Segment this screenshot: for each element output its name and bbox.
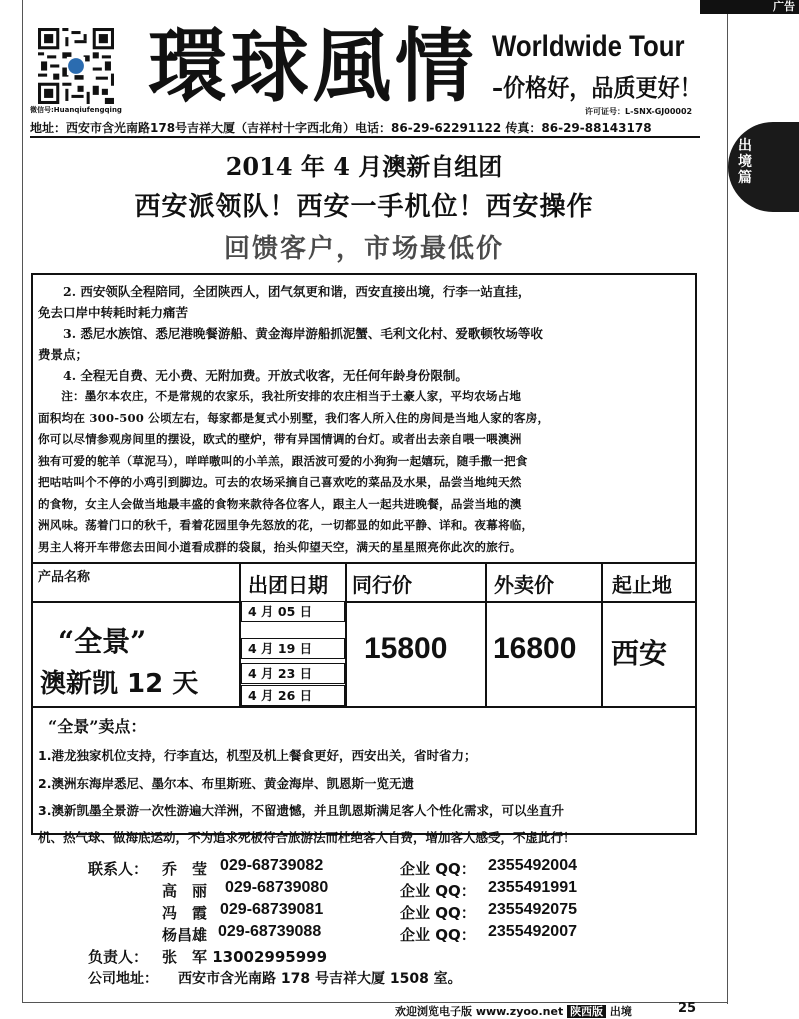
product-name-line1: “全景” — [58, 625, 147, 658]
ad-tag: 广告 — [700, 0, 799, 14]
feature-item: 3.澳新凯墨全景游一次性游遍大洋洲，不留遗憾，并且凯恩斯满足客人个性化需求，可以坐直升 — [38, 803, 564, 818]
retail-price-value: 16800 — [493, 632, 577, 665]
note-line: 费景点； — [38, 347, 89, 362]
manager-label: 负责人： — [88, 948, 149, 966]
header-divider — [30, 136, 700, 138]
features-title: “全景”卖点： — [48, 717, 147, 736]
col-divider — [601, 562, 603, 708]
contact-label: 联系人： — [88, 860, 149, 878]
departure-date: 4 月 26 日 — [241, 685, 345, 706]
company-address: 西安市含光南路 178 号吉祥大厦 1508 室。 — [178, 971, 462, 987]
contact-qq: 2355492075 — [488, 901, 577, 918]
note-line: 独有可爱的鸵羊（草泥马），咩咩嗷叫的小羊羔，跟活波可爱的小狗狗一起嬉玩，随手撒一把食 — [38, 453, 528, 468]
footer-welcome: 欢迎浏览电子版 www.zyoo.net — [395, 1005, 564, 1018]
headline-subtitle: 西安派领队！西安一手机位！西安操作 — [134, 192, 594, 222]
brand-name-en: Worldwide Tour — [492, 30, 685, 63]
product-name-line2: 澳新凯 12 天 — [40, 669, 199, 699]
contact-name: 乔 莹 — [162, 860, 208, 878]
contact-phone: 029-68739080 — [225, 879, 329, 896]
brand-name-cn: 環球風情 — [148, 20, 478, 113]
header-peer-price: 同行价 — [352, 573, 412, 597]
header-retail-price: 外卖价 — [494, 573, 554, 597]
note-line: 的食物，女主人会做当地最丰盛的食物来款待各位客人，跟主人一起共进晚餐，品尝当地的澳 — [38, 496, 522, 511]
contact-qq: 2355491991 — [488, 879, 577, 896]
slogan: –价格好，品质更好！ — [492, 74, 702, 102]
contact-name: 高 丽 — [162, 882, 208, 900]
note-line: 把咕咕叫个不停的小鸡引到脚边。可去的农场采摘自己喜欢吃的菜品及水果，品尝当地纯天然 — [38, 475, 522, 489]
license-number: 许可证号：L-SNX-GJ00002 — [585, 107, 693, 116]
qq-label: 企业 QQ： — [400, 904, 476, 922]
note-line: 面积均在 300-500 公顷左右，每家都是复式小别墅，我们客人所入住的房间是当地人家的客房， — [38, 410, 550, 425]
note-line: 男主人将开车带您去田间小道看成群的袋鼠，抬头仰望天空，满天的星星照亮你此次的旅行。 — [38, 539, 522, 554]
header-address: 地址：西安市含光南路178号吉祥大厦（吉祥村十字西北角）电话：86-29-62291122 传真：86-29-88143178 — [30, 121, 652, 135]
peer-price-value: 15800 — [364, 632, 448, 665]
headline-tagline: 回馈客户，市场最低价 — [223, 234, 504, 264]
table-bottom-rule — [31, 706, 697, 708]
note-line: 你可以尽情参观房间里的摆设，欧式的壁炉，带有异国情调的台灯。或者出去亲自喂一喂澳洲 — [38, 432, 522, 446]
note-line: 2. 西安领队全程陪同，全团陕西人，团气氛更和谐，西安直接出境，行李一站直挂， — [63, 284, 531, 299]
manager-name-phone: 张 军 13002995999 — [162, 948, 328, 966]
col-divider — [345, 562, 347, 708]
contact-qq: 2355492007 — [488, 923, 577, 940]
contact-name: 冯 霞 — [162, 904, 208, 922]
section-tab — [728, 122, 799, 212]
qr-code-icon — [38, 28, 114, 104]
qq-label: 企业 QQ： — [400, 926, 476, 944]
departure-date: 4 月 05 日 — [241, 601, 345, 622]
contact-phone: 029-68739088 — [218, 923, 322, 940]
header-origin: 起止地 — [612, 573, 672, 597]
wechat-id: 微信号:Huanqiufengqing — [30, 106, 122, 114]
header-product: 产品名称 — [38, 570, 91, 585]
feature-item: 1.港龙独家机位支持，行李直达，机型及机上餐食更好，西安出关，省时省力； — [38, 748, 477, 763]
headline-title: 2014 年 4 月澳新自组团 — [225, 152, 503, 181]
feature-item: 机、热气球、做海底运动，不为追求死板符合旅游法而杜绝客人自费，增加客人感受，不虚此行！ — [38, 830, 576, 845]
qq-label: 企业 QQ： — [400, 882, 476, 900]
note-line: 免去口岸中转耗时耗力痛苦 — [38, 305, 189, 320]
qq-label: 企业 QQ： — [400, 860, 476, 878]
section-tab-label: 出境篇 — [738, 138, 752, 186]
page-number: 25 — [678, 1001, 697, 1016]
note-line: 洲风味。荡着门口的秋千，看着花园里争先怒放的花，一切都显的如此平静、详和。夜幕将临， — [38, 518, 534, 532]
notes-section — [38, 281, 692, 558]
header-date: 出团日期 — [248, 573, 328, 597]
contact-phone: 029-68739081 — [220, 901, 324, 918]
feature-item: 2.澳洲东海岸悉尼、墨尔本、布里斯班、黄金海岸、凯恩斯一览无遗 — [38, 776, 414, 791]
contact-qq: 2355492004 — [488, 857, 577, 874]
edition-badge: 陕西版 — [567, 1005, 606, 1018]
note-line: 注：墨尔本农庄，不是常规的农家乐，我社所安排的农庄相当于土豪人家，平均农场占地 — [61, 389, 522, 403]
departure-date: 4 月 19 日 — [241, 638, 345, 659]
origin-value: 西安 — [611, 638, 668, 669]
note-line: 3. 悉尼水族馆、悉尼港晚餐游船、黄金海岸游船抓泥蟹、毛利文化村、爱歌顿牧场等收 — [63, 326, 543, 341]
departure-date: 4 月 23 日 — [241, 663, 345, 684]
company-address-label: 公司地址： — [88, 971, 158, 987]
contact-phone: 029-68739082 — [220, 857, 324, 874]
footer-section: 出境 — [609, 1005, 632, 1018]
note-line: 4. 全程无自费、无小费、无附加费。开放式收客，无任何年龄身份限制。 — [63, 368, 468, 383]
contact-name: 杨昌雄 — [162, 926, 208, 944]
col-divider — [485, 562, 487, 708]
